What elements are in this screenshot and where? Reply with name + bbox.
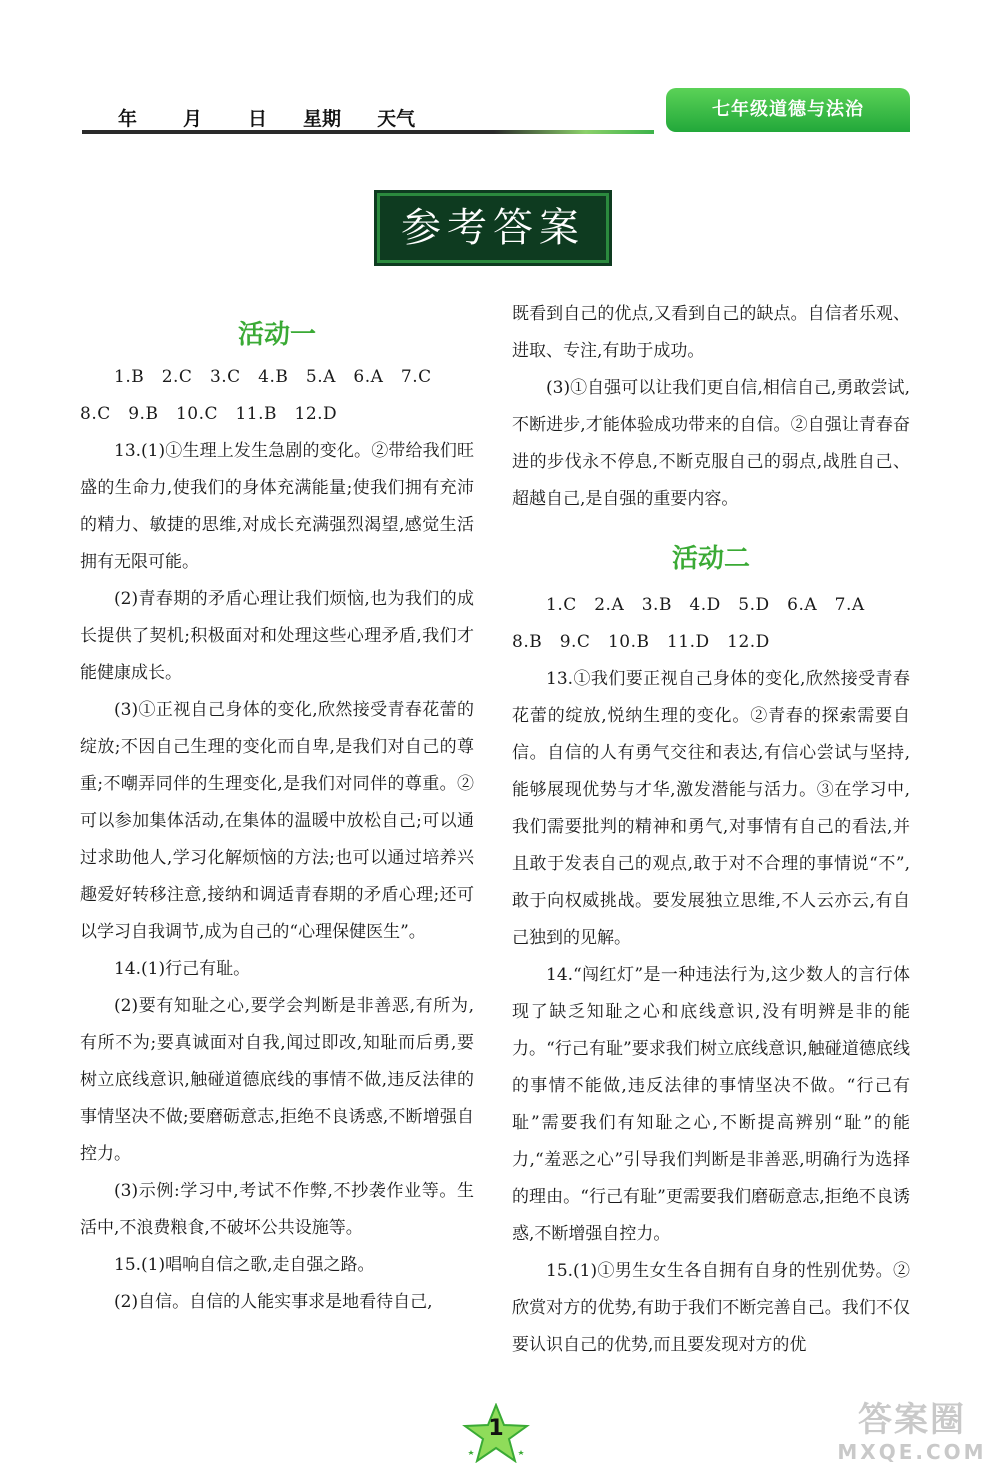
mc-answers-row-1: 1.C 2.A 3.B 4.D 5.D 6.A 7.A	[546, 595, 865, 615]
section-title-activity-1: 活动一	[237, 320, 316, 350]
answer-14-1: 14.(1)行己有耻。	[114, 959, 251, 979]
date-field-day: 日	[248, 108, 268, 130]
answer-13: 13.①我们要正视自己身体的变化,欣然接受青春花蕾的绽放,悦纳生理的变化。②青春的探索需要自信。自信的人有勇气交往和表达,有信心尝试与坚持,能够展现优势与才华,激发潜能与活力。③在学习中,我们需要批判的精神和勇气,对事情有自己的看法,并且敢于发表自己的观点,敢于对不合理的事情说“不”,敢于向权威挑战。要发展独立思维,不人云亦云,有自己独到的见解。	[512, 669, 910, 948]
mc-answers-row-2: 8.C 9.B 10.C 11.B 12.D	[80, 404, 338, 424]
answer-13-1: 13.(1)①生理上发生急剧的变化。②带给我们旺盛的生命力,使我们的身体充满能量;使我们拥有充沛的精力、敏捷的思维,对成长充满强烈渴望,感觉生活拥有无限可能。	[80, 441, 474, 572]
right-column	[512, 296, 910, 1364]
page-title: 参考答案	[380, 196, 606, 260]
header-rule	[82, 130, 654, 134]
watermark	[832, 1400, 992, 1464]
answer-15-1: 15.(1)唱响自信之歌,走自强之路。	[114, 1255, 375, 1275]
left-column	[80, 296, 474, 1321]
date-field-month: 月	[183, 108, 203, 130]
date-field-weekday: 星期	[303, 108, 342, 130]
answer-15-1: 15.(1)①男生女生各自拥有自身的性别优势。②欣赏对方的优势,有助于我们不断完善自己。我们不仅要认识自己的优势,而且要发现对方的优	[512, 1261, 910, 1355]
answer-13-3: (3)①正视自己身体的变化,欣然接受青春花蕾的绽放;不因自己生理的变化而自卑,是我们对自己的尊重;不嘲弄同伴的生理变化,是我们对同伴的尊重。②可以参加集体活动,在集体的温暖中放松自己;可以通过求助他人,学习化解烦恼的方法;也可以通过培养兴趣爱好转移注意,接纳和调适青春期的矛盾心理;还可以学习自我调节,成为自己的“心理保健医生”。	[80, 700, 474, 942]
date-field-weather: 天气	[377, 108, 416, 130]
watermark-url: MXQE.COM	[837, 1440, 987, 1464]
date-field-year: 年	[118, 108, 138, 130]
answer-14: 14.“闯红灯”是一种违法行为,这少数人的言行体现了缺乏知耻之心和底线意识,没有明辨是非的能力。“行己有耻”要求我们树立底线意识,触碰道德底线的事情不能做,违反法律的事情坚决不做。“行己有耻”需要我们有知耻之心,不断提高辨别“耻”的能力,“羞恶之心”引导我们判断是非善恶,明确行为选择的理由。“行己有耻”更需要我们磨砺意志,拒绝不良诱惑,不断增强自控力。	[512, 965, 911, 1244]
section-title-activity-2: 活动二	[671, 544, 750, 574]
answer-14-2: (2)要有知耻之心,要学会判断是非善恶,有所为,有所不为;要真诚面对自我,闻过即改,知耻而后勇,要树立底线意识,触碰道德底线的事情不做,违反法律的事情坚决不做;要磨砺意志,拒绝不良诱惑,不断增强自控力。	[80, 996, 474, 1164]
mc-answers-row-1: 1.B 2.C 3.C 4.B 5.A 6.A 7.C	[114, 367, 432, 387]
date-weather-fields	[118, 104, 415, 131]
answer-15-3: (3)①自强可以让我们更自信,相信自己,勇敢尝试,不断进步,才能体验成功带来的自信。②自强让青春奋进的步伐永不停息,不断克服自己的弱点,战胜自己、超越自己,是自强的重要内容。	[512, 378, 910, 509]
answer-15-2: (2)自信。自信的人能实事求是地看待自己,	[114, 1292, 433, 1312]
answer-13-2: (2)青春期的矛盾心理让我们烦恼,也为我们的成长提供了契机;积极面对和处理这些心理矛盾,我们才能健康成长。	[80, 589, 474, 683]
page-number: 1	[488, 1416, 504, 1441]
answer-15-2-continued: 既看到自己的优点,又看到自己的缺点。自信者乐观、进取、专注,有助于成功。	[512, 304, 910, 361]
watermark-title: 答案圈	[858, 1400, 966, 1440]
subject-tag: 七年级道德与法治	[666, 88, 910, 132]
mc-answers-row-2: 8.B 9.C 10.B 11.D 12.D	[512, 632, 770, 652]
answer-14-3: (3)示例:学习中,考试不作弊,不抄袭作业等。生活中,不浪费粮食,不破坏公共设施等。	[80, 1181, 474, 1238]
